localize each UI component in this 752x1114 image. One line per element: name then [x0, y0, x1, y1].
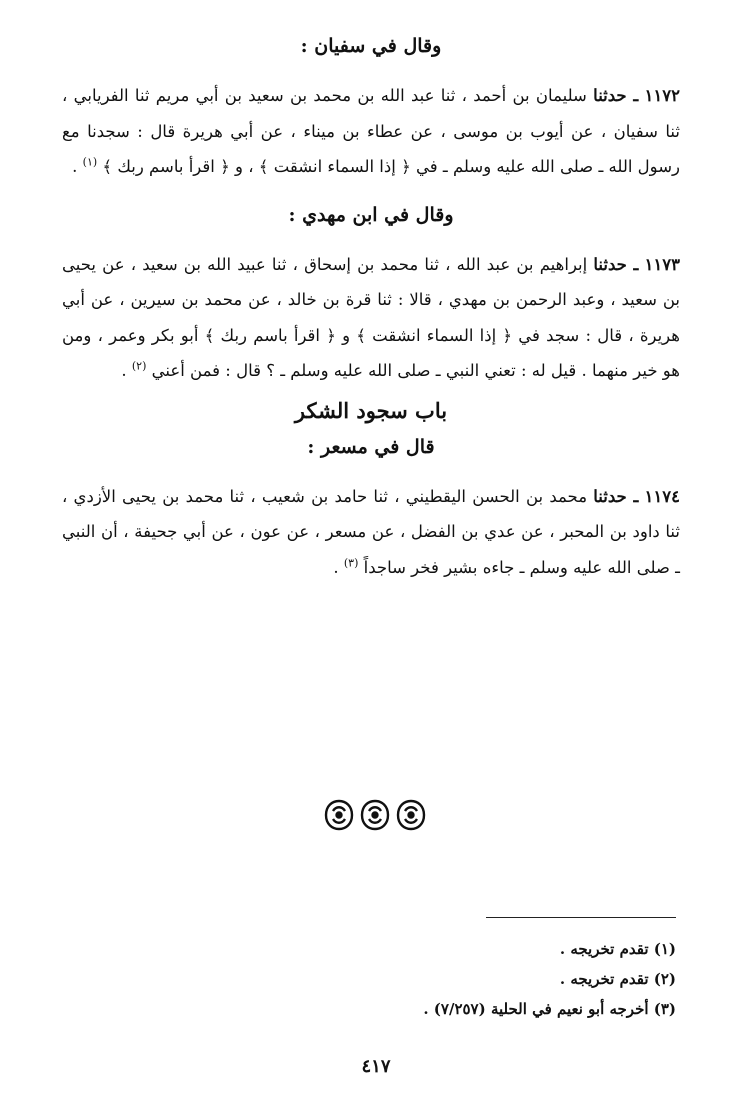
- page-body: [62, 30, 680, 585]
- footnotes: [76, 934, 676, 1024]
- footnote-ref: (١): [82, 155, 98, 169]
- chapter-title: باب سجود الشكر: [294, 397, 448, 423]
- hadith-1174: [62, 479, 680, 586]
- footnote-separator: [486, 917, 676, 918]
- hadith-end: .: [333, 557, 339, 577]
- footnote-ref: (٢): [131, 359, 147, 373]
- hadith-text: سليمان بن أحمد ، ثنا عبد الله بن محمد بن سعيد بن أبي مريم ثنا الفريابي ، ثنا سفيان ، عن أيوب بن موسى ، عن عطاء بن ميناء ، عن أبي هريرة قال : سجدنا مع رسول الله ـ صلى الله عليه وسلم ـ في ﴿ إذا السماء انشقت ﴾ ، و ﴿ اقرأ باسم ربك ﴾: [62, 86, 680, 176]
- footnote-3: (٣) أخرجه أبو نعيم في الحلية (٧/٢٥٧) .: [423, 1000, 676, 1018]
- hadith-end: .: [121, 361, 127, 380]
- section-heading-misar: قال في مسعر :: [307, 435, 435, 458]
- hadith-1173: [62, 247, 680, 389]
- section-heading-sufyan: وقال في سفيان :: [300, 35, 442, 57]
- hadith-end: .: [72, 157, 78, 176]
- footnote-1: (١) تقدم تخريجه .: [559, 940, 676, 958]
- hadith-1172: [62, 78, 680, 185]
- hadith-lead: ـ حدثنا: [593, 86, 639, 105]
- footnote-ref: (٣): [343, 556, 359, 569]
- hadith-number: ١١٧٣: [644, 254, 680, 274]
- footnote-2: (٢) تقدم تخريجه .: [559, 970, 676, 988]
- hadith-text: محمد بن الحسن اليقطيني ، ثنا حامد بن شعيب ، ثنا محمد بن يحيى الأزدي ، ثنا داود بن المحبر ، عن عدي بن الفضل ، عن مسعر ، عن عون ، عن أبي جحيفة ، أن النبي ـ صلى الله عليه وسلم ـ جاءه بشير فخر ساجداً: [62, 486, 680, 577]
- hadith-lead: ـ حدثنا: [593, 254, 639, 274]
- hadith-number: ١١٧٤: [644, 486, 680, 506]
- hadith-text: إبراهيم بن عبد الله ، ثنا محمد بن إسحاق ، ثنا عبيد الله بن سعيد ، عن يحيى بن سعيد ، وعبد الرحمن بن مهدي ، قالا : ثنا قرة بن خالد ، عن محمد بن سيرين ، عن أبي هريرة ، قال : سجد في ﴿ إذا السماء انشقت ﴾ و ﴿ اقرأ باسم ربك ﴾ أبو بكر وعمر ، ومن هو خير منهما . قيل له : تعني النبي ـ صلى الله عليه وسلم ـ ؟ قال : فمن أعني: [62, 254, 680, 380]
- hadith-lead: ـ حدثنا: [593, 486, 639, 506]
- page-number: ٤١٧: [361, 1056, 391, 1077]
- triple-flower-ornament-icon: [320, 797, 430, 833]
- section-heading-ibn-mahdi: وقال في ابن مهدي :: [288, 203, 454, 226]
- hadith-number: ١١٧٢: [644, 86, 680, 105]
